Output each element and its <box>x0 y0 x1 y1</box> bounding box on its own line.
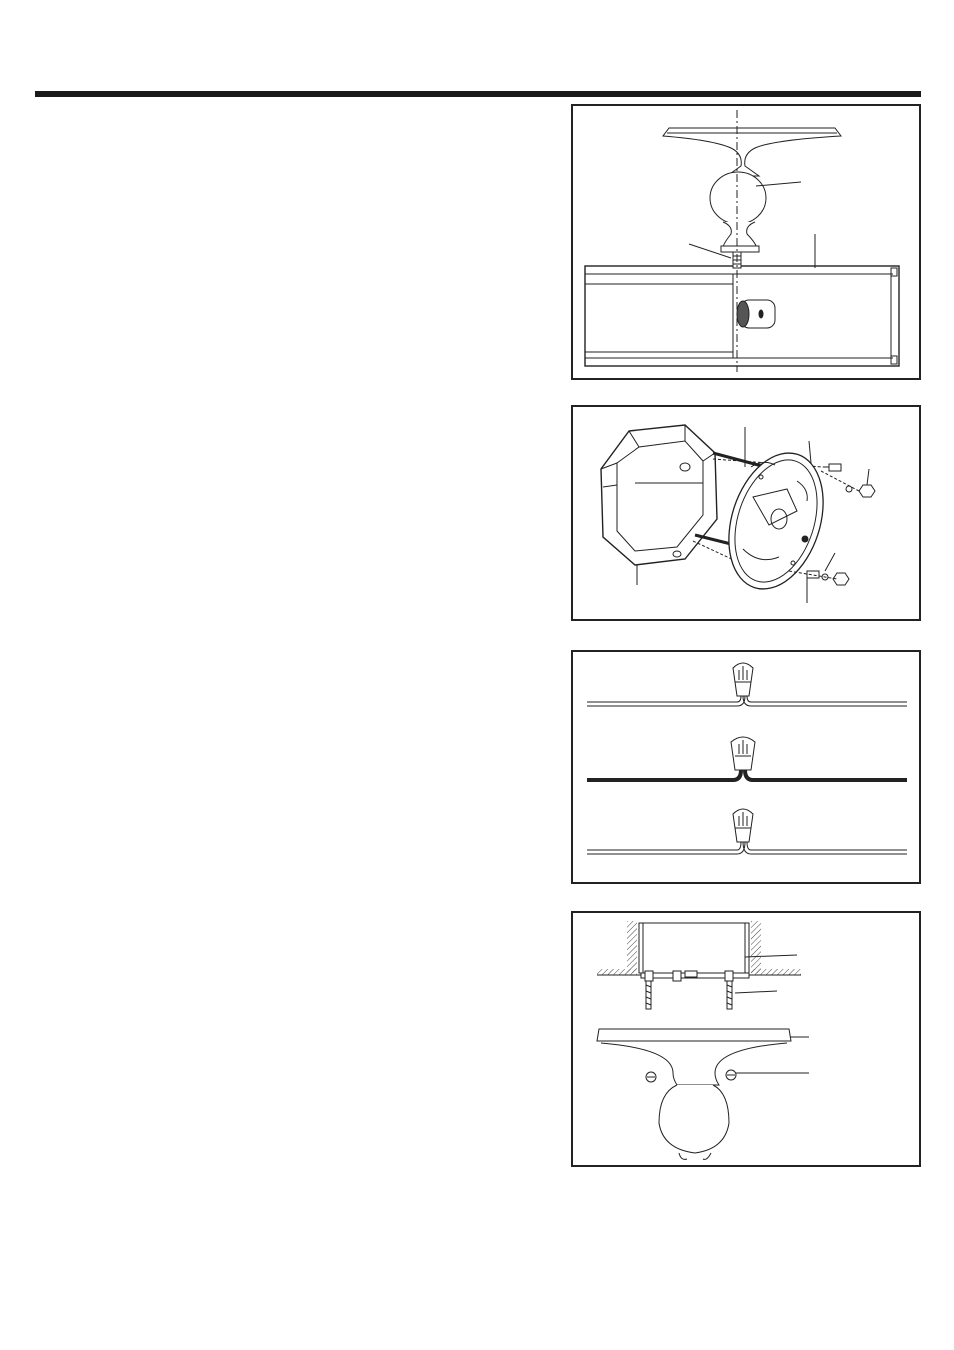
header-rule <box>35 91 921 97</box>
figure-4-illustration <box>573 913 919 1165</box>
figure-4-panel <box>571 911 921 1167</box>
figure-1-illustration <box>573 106 919 378</box>
figure-1-panel <box>571 104 921 380</box>
figure-2-panel <box>571 405 921 621</box>
figure-2-illustration <box>573 407 919 619</box>
figure-3-panel <box>571 650 921 884</box>
figure-3-illustration <box>573 652 919 882</box>
